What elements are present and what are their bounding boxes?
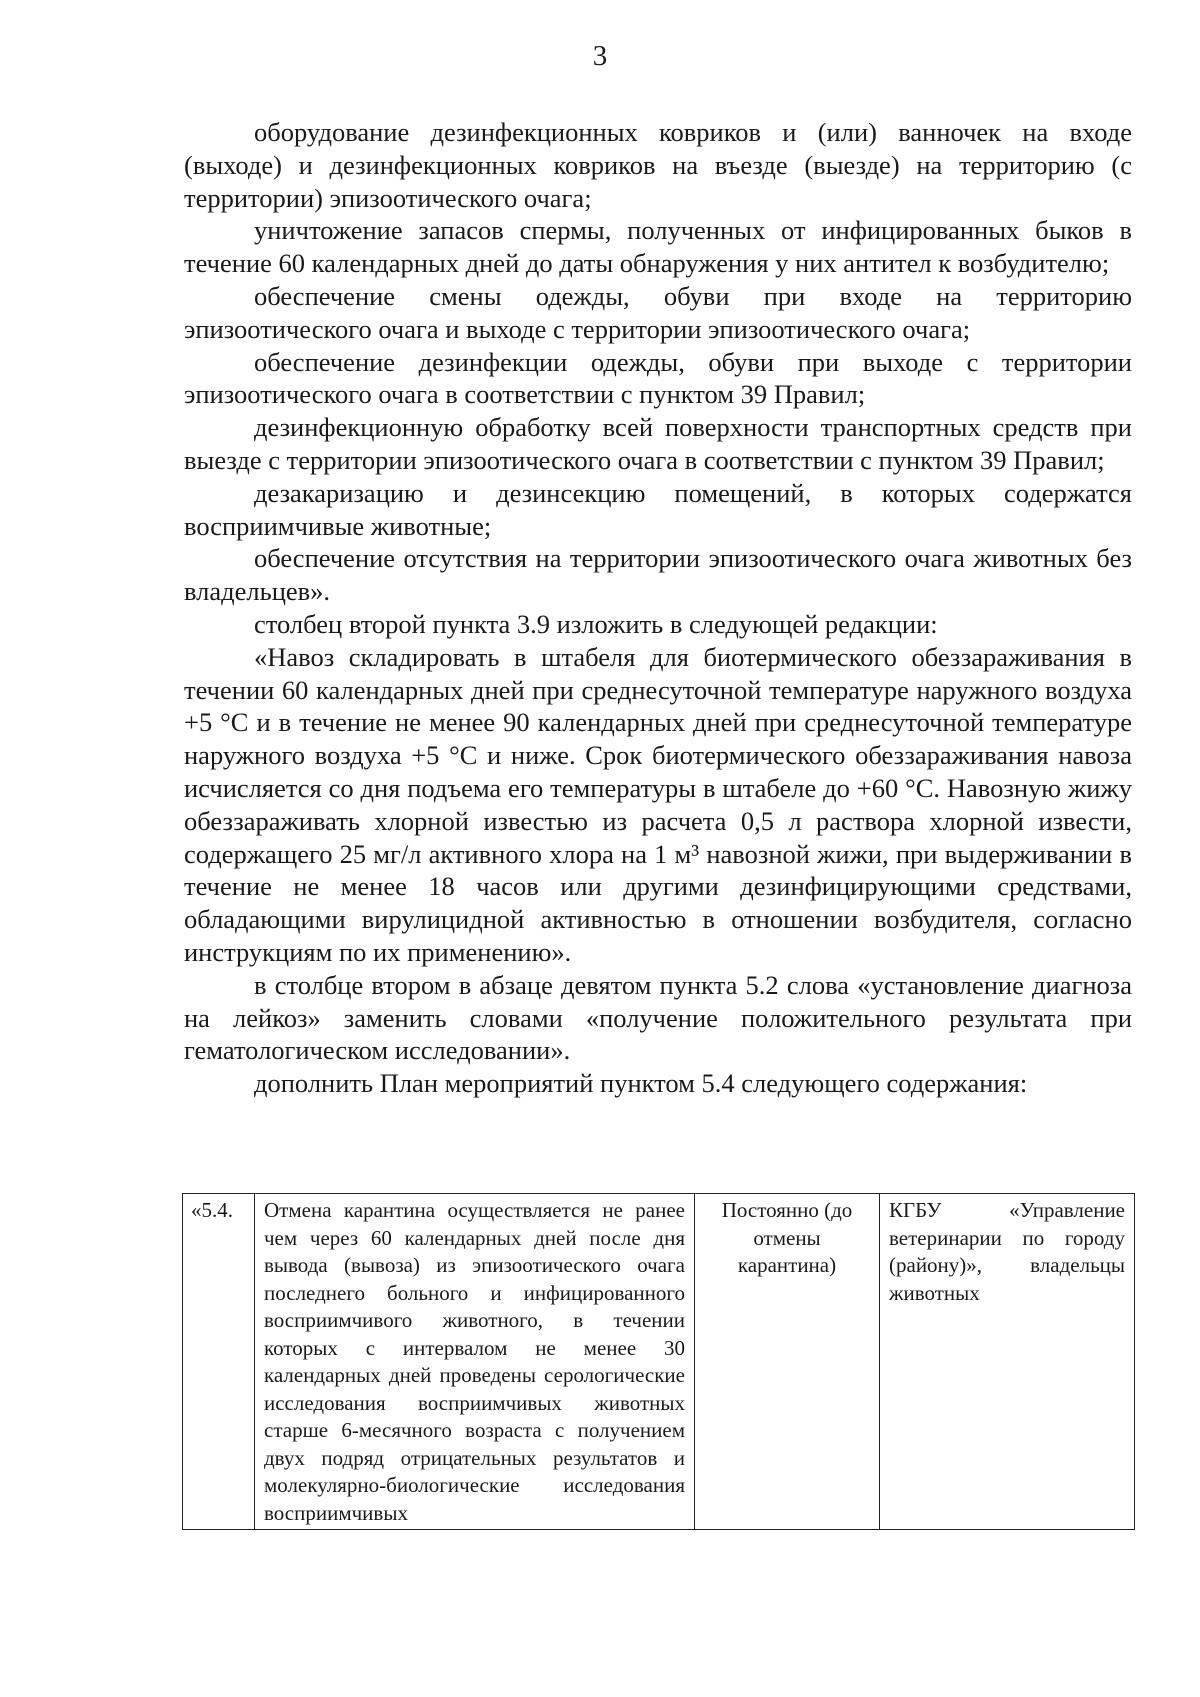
- paragraph: обеспечение смены одежды, обуви при входе на территорию эпизоотического очага и выходе с территории эпизоотического очага;: [184, 280, 1132, 344]
- document-body: [184, 116, 1132, 1100]
- paragraph: «Навоз складировать в штабеля для биотермического обеззараживания в течении 60 календарных дней при среднесуточной температуре наружного воздуха +5 °С и в течение не менее 90 календарных дней при среднесуточной температуре наружного воздуха +5 °С и ниже. Срок биотермического обеззараживания навоза исчисляется со дня подъема его температуры в штабеле до +60 °С. Навозную жижу обеззараживать хлорной известью из расчета 0,5 л раствора хлорной извести, содержащего 25 мг/л активного хлора на 1 м³ навозной жижи, при выдерживании в течение не менее 18 часов или другими дезинфицирующими средствами, обладающими вирулицидной активностью в отношении возбудителя, согласно инструкциям по их применению».: [184, 641, 1132, 967]
- paragraph: дезакаризацию и дезинсекцию помещений, в которых содержатся восприимчивые животные;: [184, 477, 1132, 541]
- paragraph: обеспечение отсутствия на территории эпизоотического очага животных без владельцев».: [184, 543, 1132, 607]
- paragraph: уничтожение запасов спермы, полученных от инфицированных быков в течение 60 календарных дней до даты обнаружения у них антител к возбудителю;: [184, 215, 1132, 279]
- paragraph: в столбце втором в абзаце девятом пункта 5.2 слова «установление диагноза на лейкоз» заменить словами «получение положительного результата при гематологическом исследовании».: [184, 969, 1132, 1066]
- responsible-cell: КГБУ «Управление ветеринарии по городу (району)», владельцы животных: [880, 1194, 1135, 1530]
- item-number-cell: «5.4.: [183, 1194, 255, 1530]
- paragraph: столбец второй пункта 3.9 изложить в следующей редакции:: [254, 608, 938, 639]
- measures-table: [182, 1193, 1135, 1530]
- paragraph: дезинфекционную обработку всей поверхности транспортных средств при выезде с территории эпизоотического очага в соответствии с пунктом 39 Правил;: [184, 412, 1132, 475]
- term-cell: Постоянно (до отмены карантина): [695, 1194, 880, 1530]
- paragraph: обеспечение дезинфекции одежды, обуви при выходе с территории эпизоотического очага в соответствии с пунктом 39 Правил;: [184, 346, 1132, 410]
- paragraph: дополнить План мероприятий пунктом 5.4 следующего содержания:: [254, 1068, 1028, 1099]
- page-number: 3: [592, 40, 608, 72]
- paragraph: оборудование дезинфекционных ковриков и (или) ванночек на входе (выходе) и дезинфекционных ковриков на въезде (выезде) на территорию (с территории) эпизоотического очага;: [184, 117, 1132, 213]
- table-row: [183, 1194, 1135, 1530]
- measure-cell: Отмена карантина осуществляется не ранее чем через 60 календарных дней после дня вывода (вывоза) из эпизоотического очага последнего больного и инфицированного восприимчивого животного, в течении которых с интервалом не менее 30 календарных дней проведены серологические исследования восприимчивых животных старше 6-месячного возраста с получением двух подряд отрицательных результатов и молекулярно-биологические исследования восприимчивых: [255, 1194, 695, 1530]
